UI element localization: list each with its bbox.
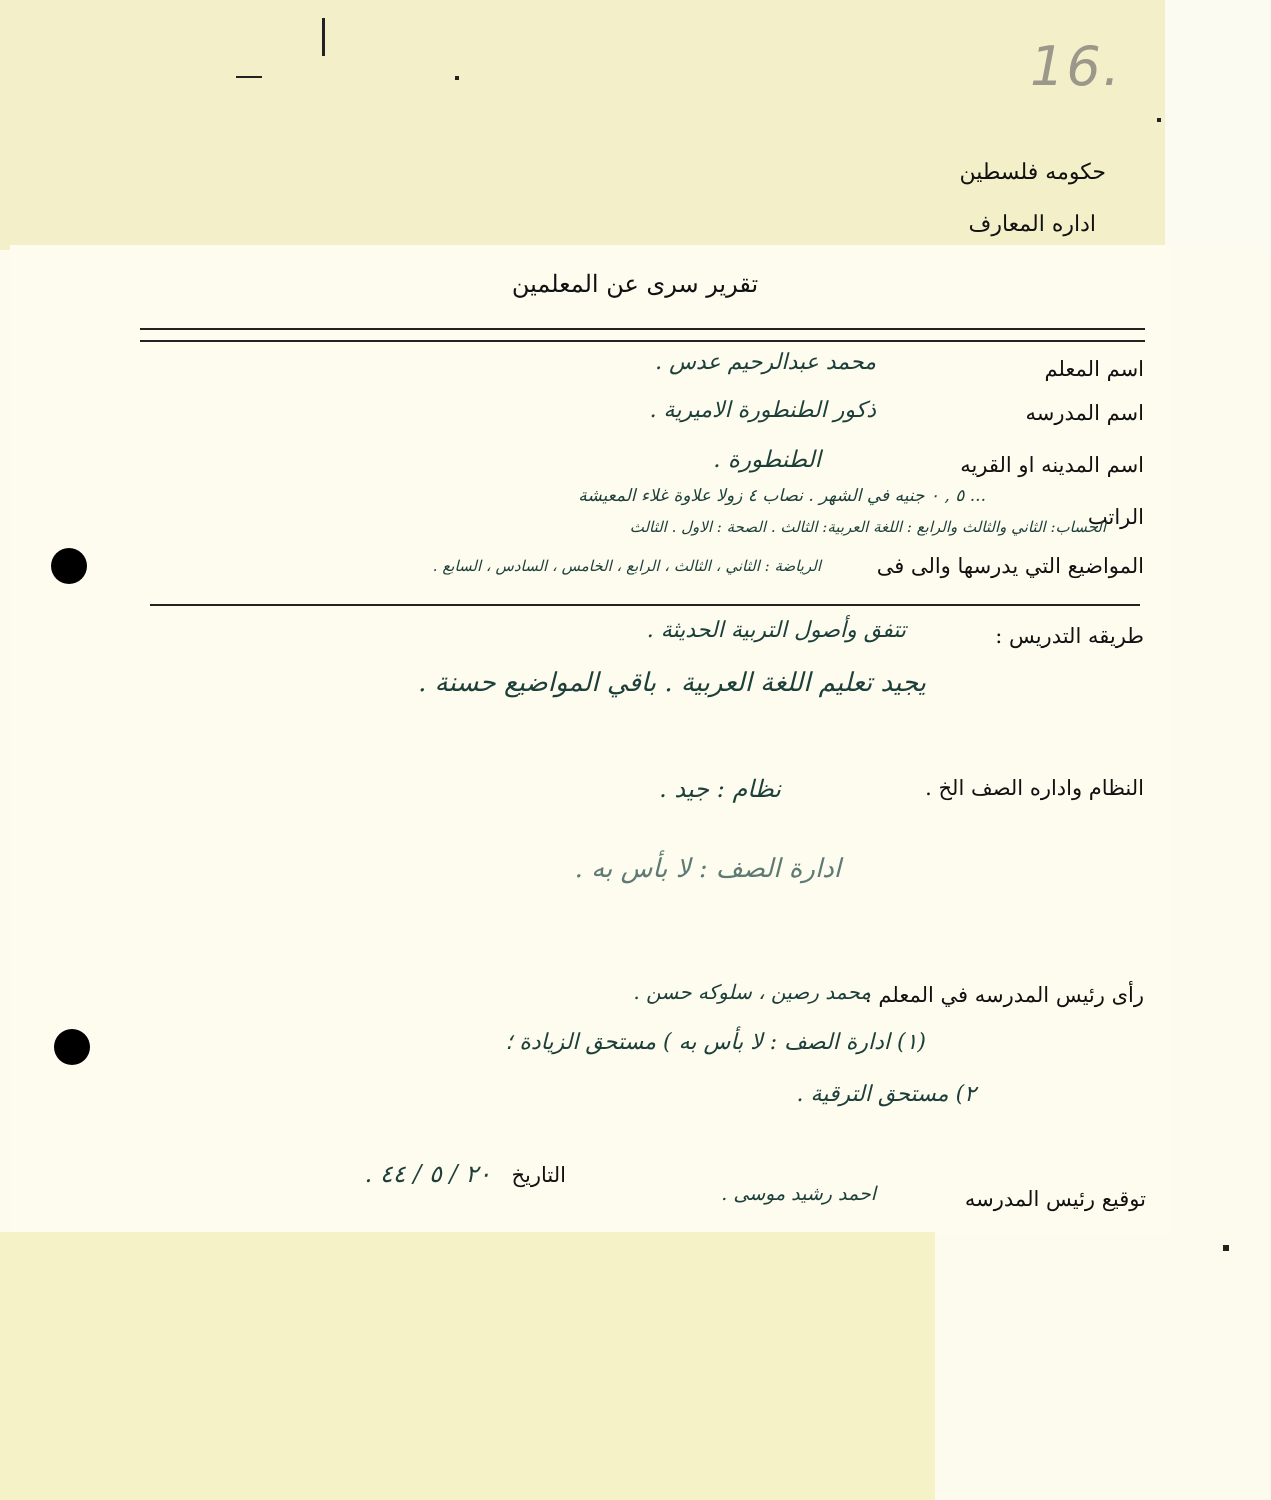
teaching-method-line2: يجيد تعليم اللغة العربية . باقي المواضيع حسنة . [418,668,926,698]
folio-number: 16. [1030,35,1122,98]
scan-speck [236,76,262,78]
report-form-sheet [10,245,1170,1235]
teacher-name-label: اسم المعلم [1044,357,1144,381]
town-value: الطنطورة . [713,447,821,473]
headmaster-opinion-label: رأى رئيس المدرسه في المعلم : [864,983,1144,1007]
headmaster-opinion-line2: (١) ادارة الصف : لا بأس به ) مستحق الزيادة ؛ [505,1030,926,1055]
top-right-margin [1165,0,1271,250]
bottom-yellow-band [0,1232,935,1500]
subjects-label: المواضيع التي يدرسها والى فى [876,554,1144,578]
school-name-value: ذكور الطنطورة الاميرية . [649,398,876,423]
teaching-method-label: طريقه التدريس : [995,624,1144,648]
salary-value: ... ٥ , ٠ جنيه في الشهر . نصاب ٤ زولا علاوة غلاء المعيشة [578,486,986,506]
title-rule-lower [140,340,1145,342]
punch-hole-lower [54,1029,90,1065]
signature-label: توقيع رئيس المدرسه [964,1187,1146,1211]
punch-hole-upper [51,548,87,584]
report-title: تقرير سرى عن المعلمين [511,270,759,298]
discipline-label: النظام واداره الصف الخ . [925,776,1144,800]
headmaster-opinion-line3: ٢) مستحق الترقية . [796,1082,976,1107]
scan-speck [322,18,325,56]
teaching-method-line1: تتفق وأصول التربية الحديثة . [646,618,906,643]
headmaster-opinion-line1: محمد رصين ، سلوكه حسن . [633,980,871,1004]
town-label: اسم المدينه او القريه [960,453,1144,477]
salary-label: الراتب [1087,505,1144,529]
school-name-label: اسم المدرسه [1025,401,1144,425]
subjects-value-line2: الرياضة : الثاني ، الثالث ، الرابع ، الخامس ، السادس ، السابع . [432,557,821,575]
discipline-line1: نظام : جيد . [659,775,781,803]
government-heading: حكومه فلسطين [959,160,1106,185]
signature-value: احمد رشيد موسى . [721,1183,876,1205]
scan-speck [455,76,459,80]
scan-speck [1223,1245,1229,1251]
subjects-value-line1: الحساب: الثاني والثالث والرابع : اللغة العربية: الثالث . الصحة : الاول . الثالث [629,518,1106,536]
discipline-line2: ادارة الصف : لا بأس به . [574,854,841,884]
date-label: التاريخ [511,1163,566,1187]
date-value: ٢٠ / ٥ / ٤٤ . [364,1160,491,1188]
title-rule-upper [140,328,1145,330]
scan-speck [1157,118,1161,122]
department-heading: اداره المعارف [968,212,1096,237]
teacher-name-value: محمد عبدالرحيم عدس . [655,350,876,375]
section-rule [150,604,1140,606]
